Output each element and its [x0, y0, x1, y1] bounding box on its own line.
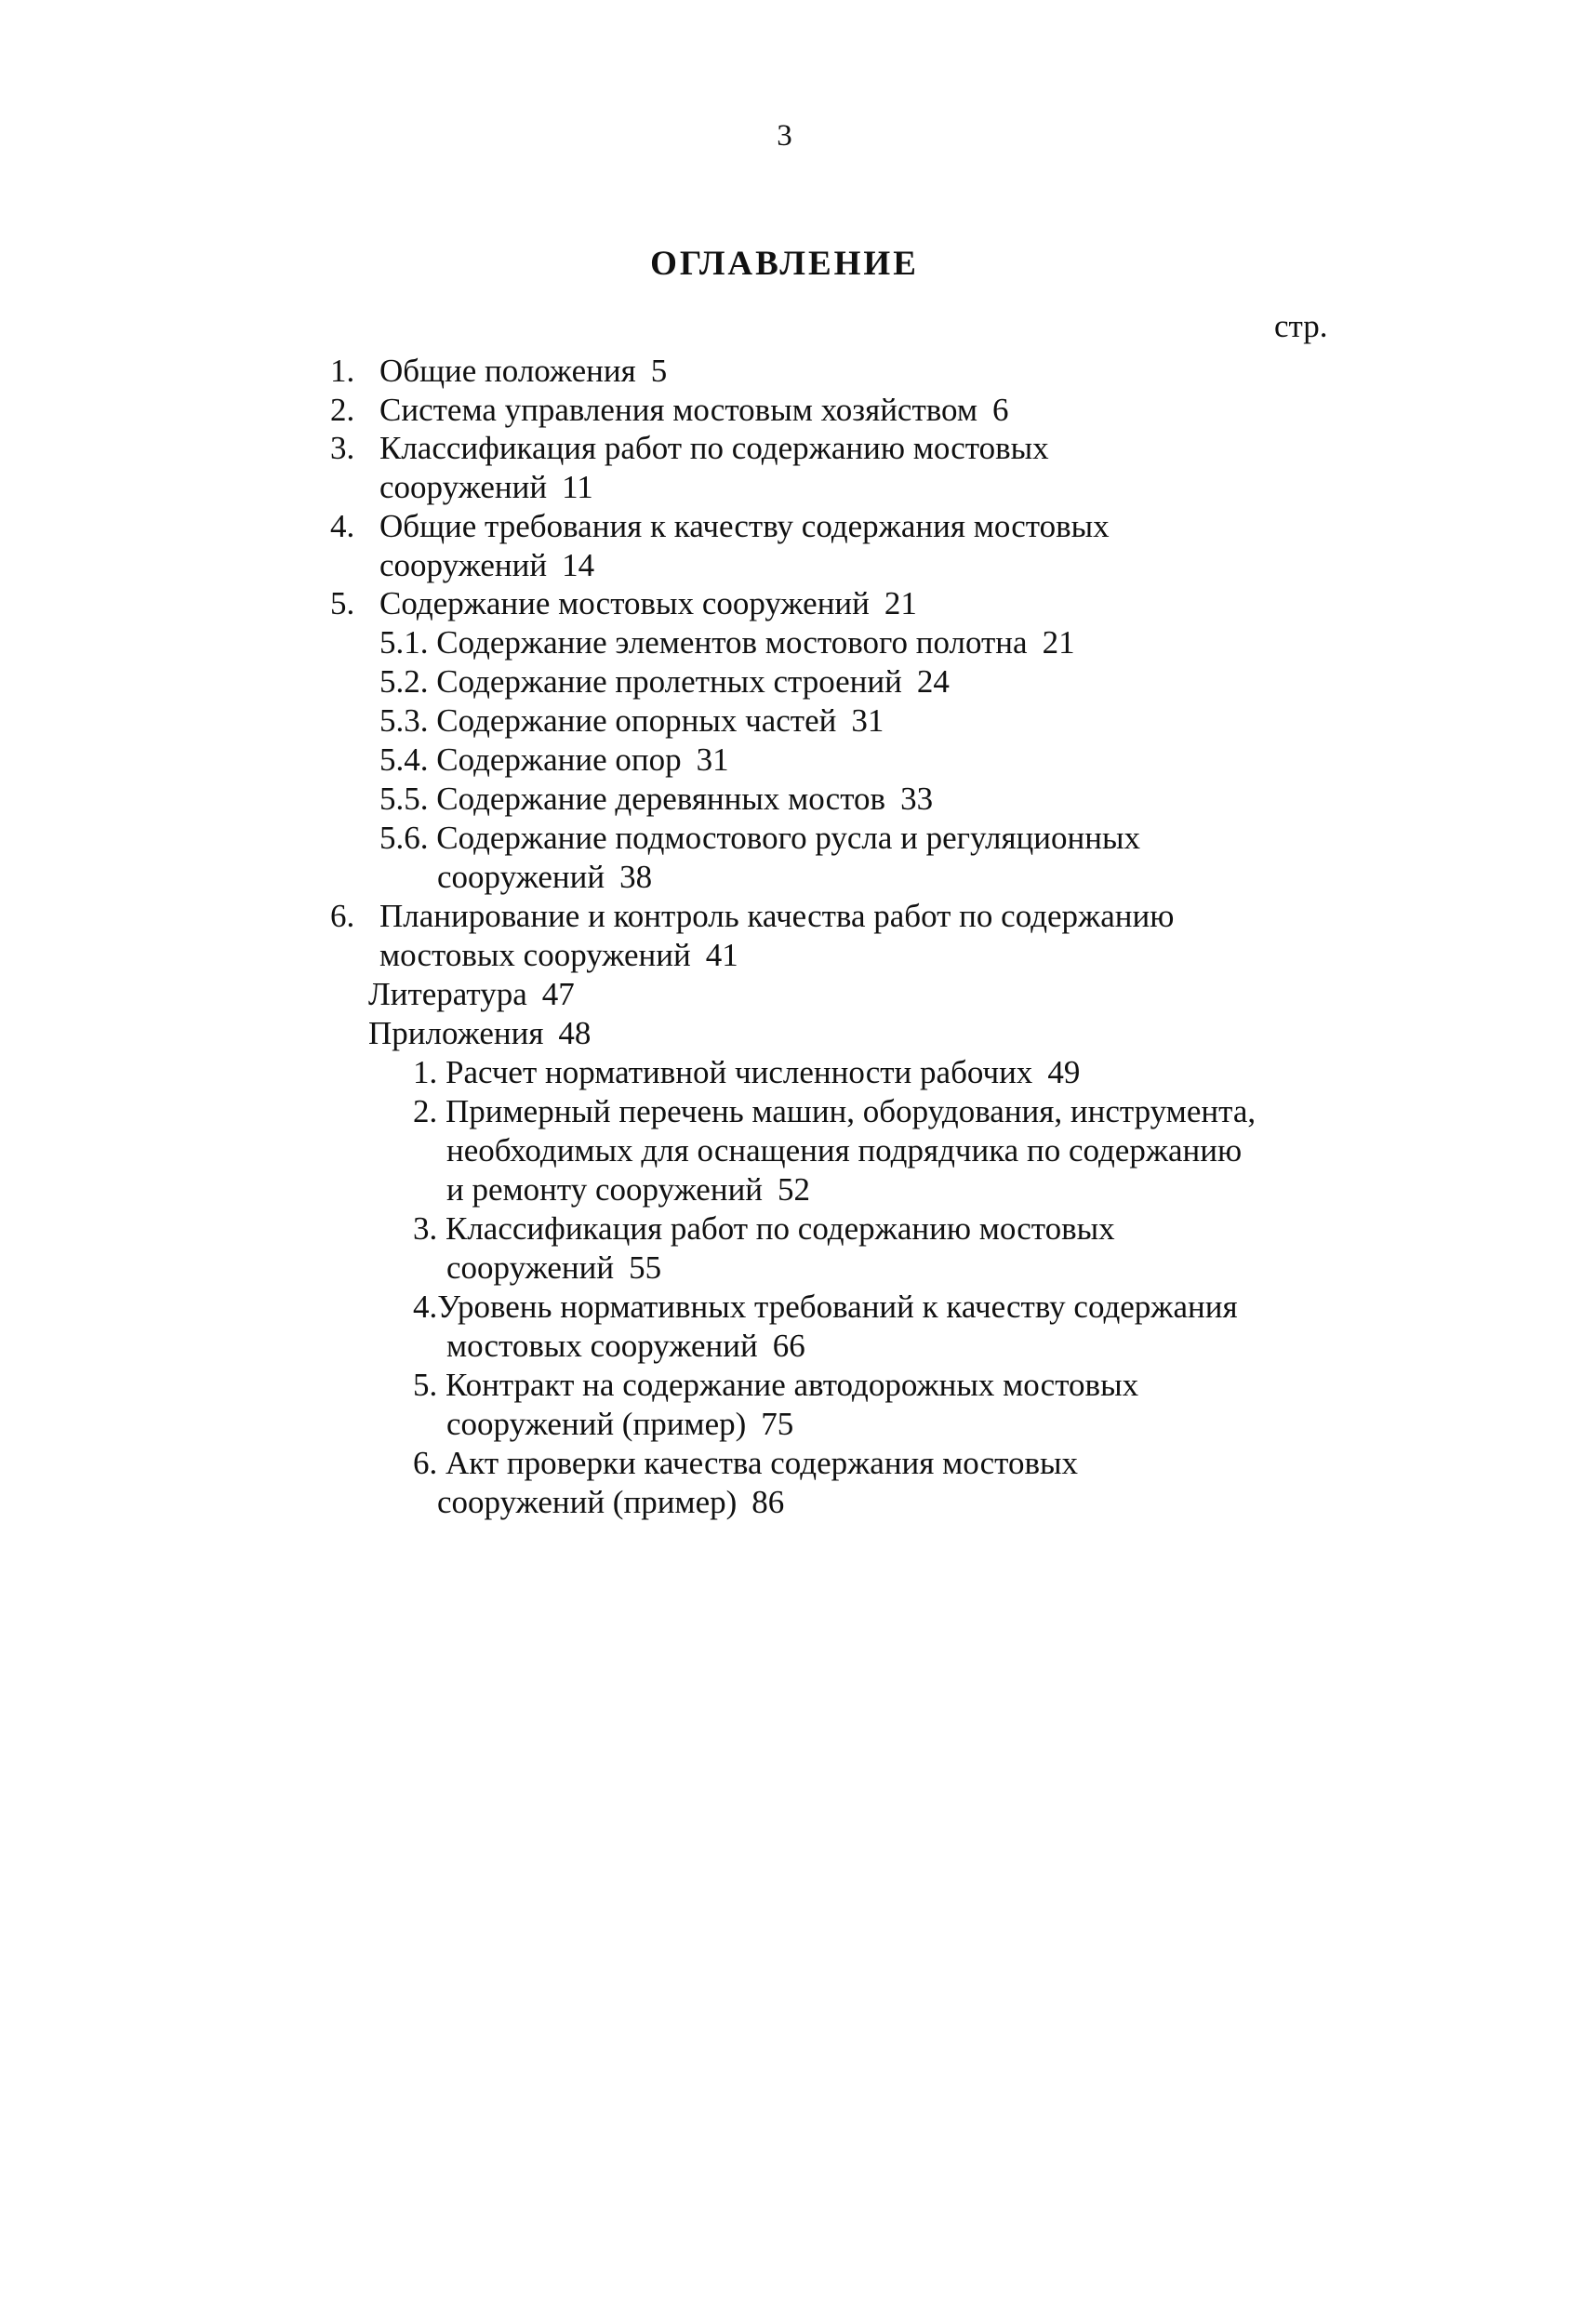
- toc-entry-page: 6: [992, 392, 1009, 428]
- toc-entry-title: 2. Примерный перечень машин, оборудования, инструмента,: [413, 1093, 1257, 1129]
- toc-entry-title: 3. Классификация работ по содержанию мостовых: [413, 1210, 1115, 1247]
- toc-entry-page: 38: [619, 859, 653, 895]
- toc-entry-title: Планирование и контроль качества работ по содержанию: [379, 898, 1175, 934]
- toc-entry-number: 1.: [330, 353, 355, 389]
- toc-entry-title: 5.5. Содержание деревянных мостов: [379, 781, 886, 817]
- pages-column-label: стр.: [1274, 308, 1328, 344]
- toc-entry-title: 5. Контракт на содержание автодорожных мостовых: [413, 1367, 1139, 1403]
- toc-entry-number: 4.: [330, 508, 355, 544]
- toc-entry-title: Система управления мостовым хозяйством: [379, 392, 978, 428]
- toc-entry-page: 11: [562, 469, 593, 505]
- toc-entry-title-cont: мостовых сооружений: [379, 937, 691, 973]
- toc-entry-title-cont: сооружений: [379, 469, 548, 505]
- toc-entry-title: 5.3. Содержание опорных частей: [379, 702, 837, 739]
- toc-entry-title: Литература: [368, 976, 527, 1012]
- toc-entry-title: Классификация работ по содержанию мостовых: [379, 430, 1049, 466]
- toc-entry-number: 3.: [330, 430, 355, 466]
- toc-entry-title-cont: и ремонту сооружений: [446, 1171, 764, 1208]
- toc-entry-page: 21: [884, 585, 917, 621]
- toc-entry-page: 49: [1047, 1054, 1081, 1090]
- toc-entry-page: 31: [851, 702, 884, 739]
- toc-entry-page: 14: [562, 547, 595, 583]
- toc-entry-title: 5.4. Содержание опор: [379, 741, 682, 778]
- toc-entry-title: Общие положения: [379, 353, 636, 389]
- toc-entry-page: 55: [629, 1249, 662, 1286]
- toc-entry-number: 2.: [330, 392, 355, 428]
- toc-entry-title: 1. Расчет нормативной численности рабочих: [413, 1054, 1033, 1090]
- toc-entry-title: 4.Уровень нормативных требований к качеству содержания: [413, 1289, 1238, 1325]
- page-title: ОГЛАВЛЕНИЕ: [650, 245, 919, 283]
- toc-entry-number: 5.: [330, 585, 355, 621]
- toc-entry-title: 5.6. Содержание подмостового русла и регуляционных: [379, 820, 1140, 856]
- toc-entry-page: 52: [778, 1171, 811, 1208]
- toc-entry-page: 66: [772, 1328, 805, 1364]
- toc-entry-title: 5.1. Содержание элементов мостового полотна: [379, 624, 1028, 661]
- toc-entry-page: 21: [1042, 624, 1075, 661]
- toc-entry-title-cont: сооружений (пример): [437, 1484, 738, 1520]
- toc-entry-page: 31: [696, 741, 729, 778]
- toc-entry-page: 47: [541, 976, 575, 1012]
- toc-entry-page: 24: [916, 663, 950, 700]
- toc-entry-page: 75: [761, 1406, 794, 1442]
- toc-entry-title-cont: сооружений: [437, 859, 605, 895]
- toc-entry-title: Приложения: [368, 1015, 544, 1051]
- toc-entry-title-cont: мостовых сооружений: [446, 1328, 758, 1364]
- toc-entry-page: 5: [650, 353, 668, 389]
- page-number: 3: [777, 119, 792, 153]
- toc-entry-title: 6. Акт проверки качества содержания мостовых: [413, 1445, 1079, 1481]
- toc-entry-page: 48: [558, 1015, 592, 1051]
- toc-entry-page: 86: [751, 1484, 785, 1520]
- toc-entry-title-cont: сооружений (пример): [446, 1406, 747, 1442]
- toc-entry-title-cont: необходимых для оснащения подрядчика по содержанию: [446, 1132, 1243, 1169]
- toc-entry-page: 41: [705, 937, 738, 973]
- toc-entry-page: 33: [900, 781, 934, 817]
- toc-entry-title: Содержание мостовых сооружений: [379, 585, 870, 621]
- toc-entry-title-cont: сооружений: [446, 1249, 615, 1286]
- toc-entry-title-cont: сооружений: [379, 547, 548, 583]
- toc-entry-title: Общие требования к качеству содержания мостовых: [379, 508, 1110, 544]
- toc-entry-number: 6.: [330, 898, 355, 934]
- toc-entry-title: 5.2. Содержание пролетных строений: [379, 663, 902, 700]
